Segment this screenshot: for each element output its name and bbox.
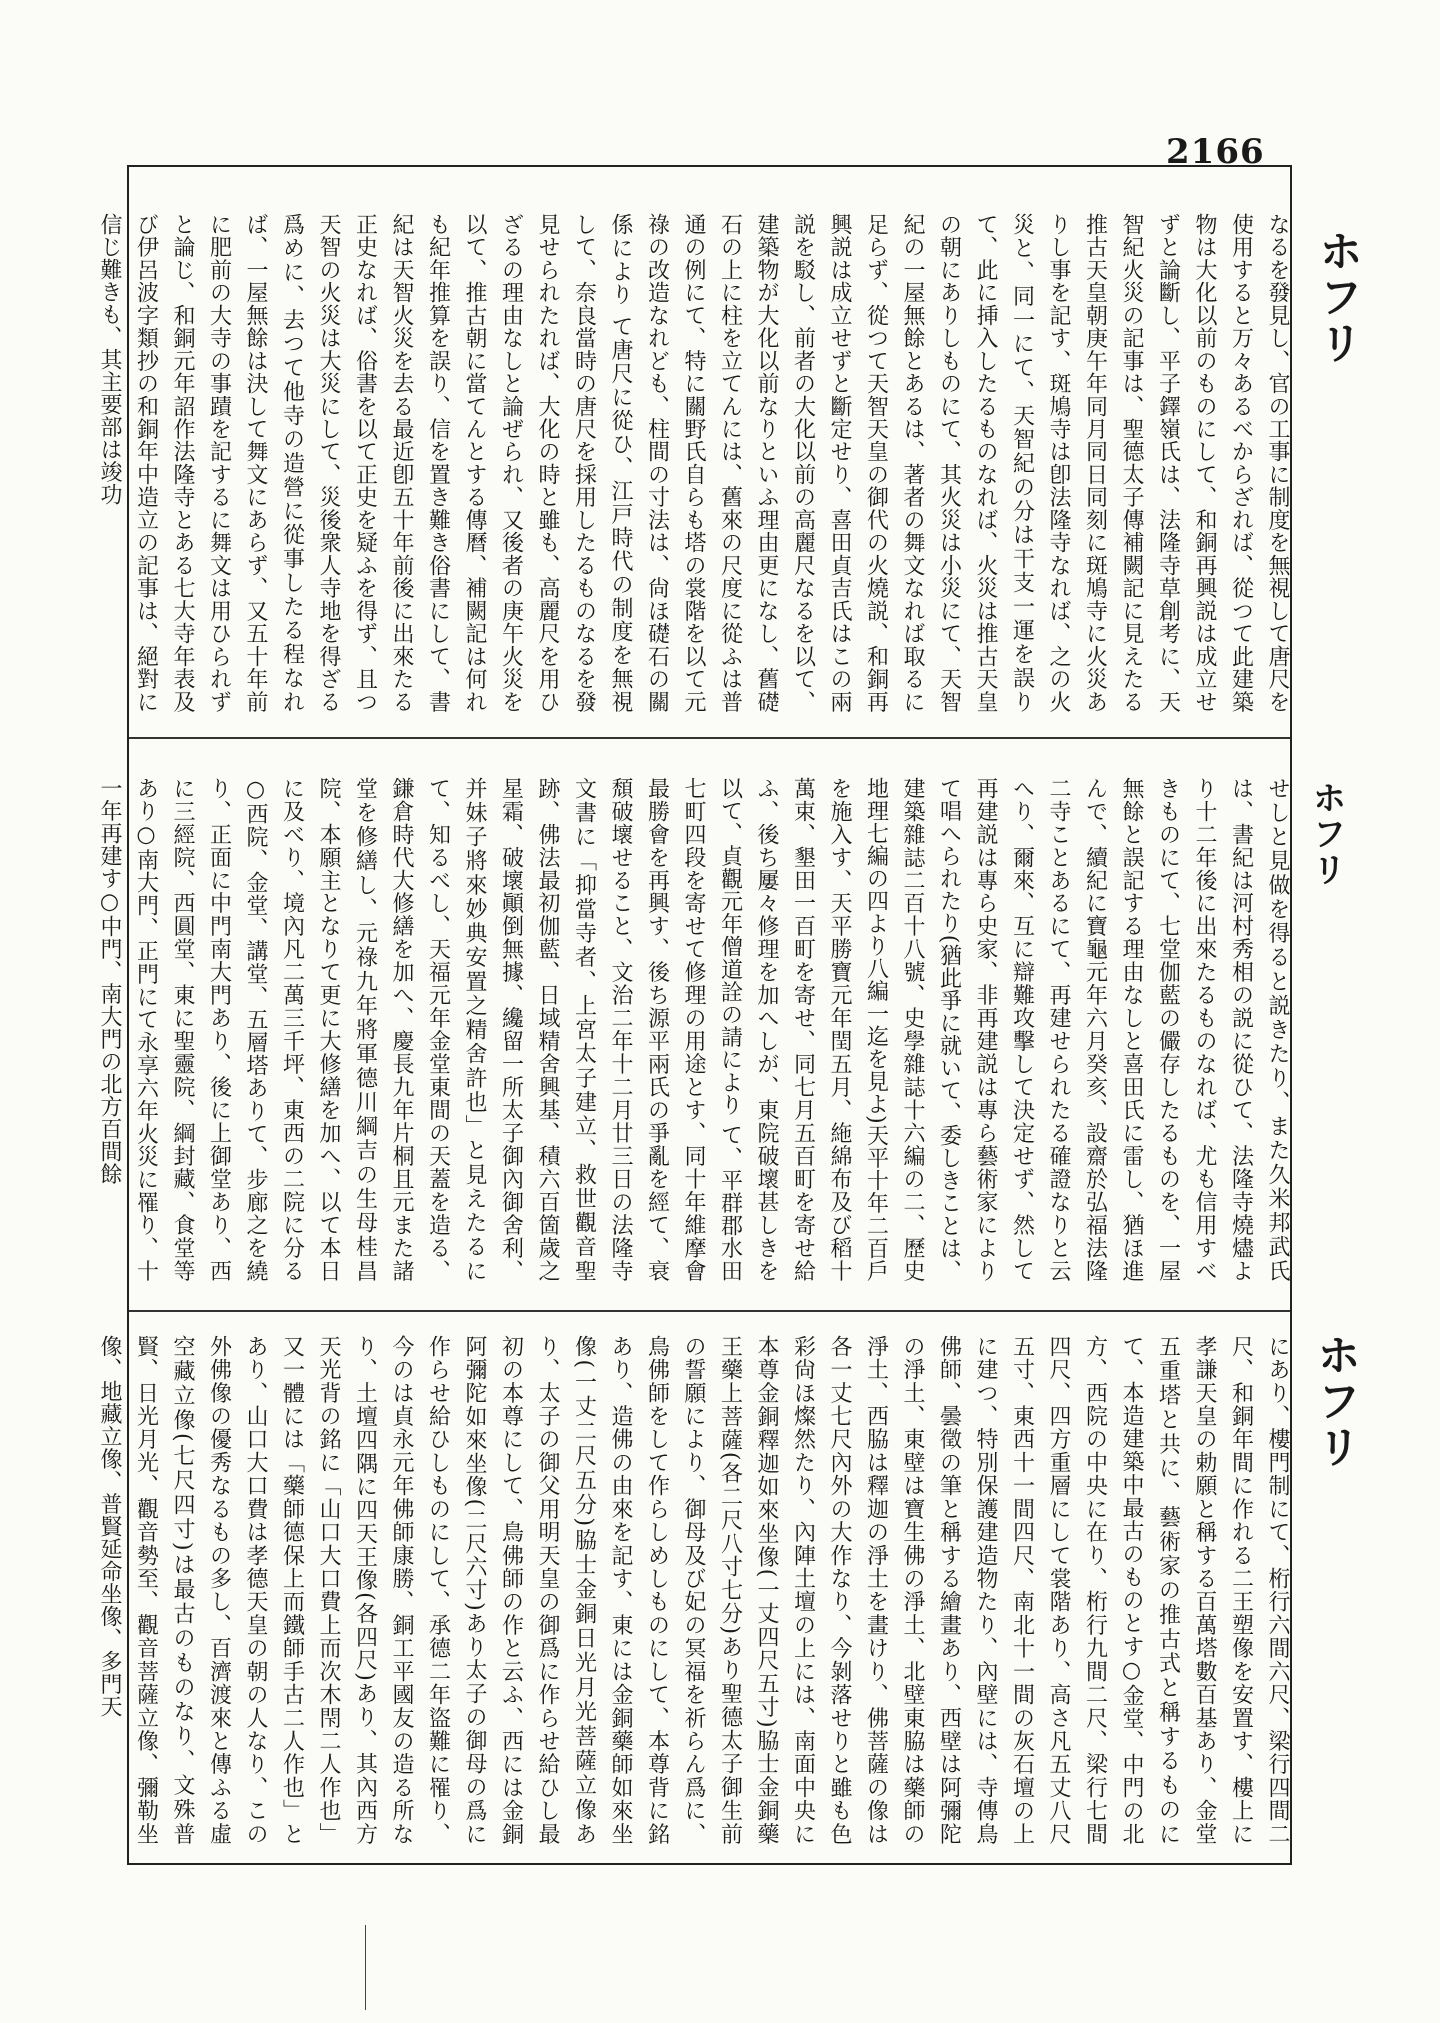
page-frame xyxy=(97,165,1292,1865)
section-divider xyxy=(129,1310,1290,1312)
section-2-body: せしと見做を得ると説きたり、また久米邦武氏は、書紀は河村秀相の説に從ひて、法隆寺燒燼より十二年後に出來たるものなれば、尤も信用すべきものにて、七堂伽藍の儼存したるものを、一屋無餘と誤記する理由なしと喜田氏に雷し、猶ほ進んで、續紀に寶龜元年六月癸亥、設齋於弘福法隆二寺ことあるにて、再建せられたる確證なりと云へり、爾來、互に辯難攻擊して決定せず、然して再建説は專ら史家、非再建説は專ら藝術家によりて唱へられたり(猶此爭に就いて、委しきことは、建築雜誌二百十八號、史學雜誌十六編の二、歷史地理七編の四より八編一迄を見よ)天平十年二百戶を施入す、天平勝寶元年閏五月、絁綿布及び稻十萬束、墾田一百町を寄せ、同七月五百町を寄せ給ふ、後ち屢々修理を加へしが、東院破壞甚しきを以て、貞觀元年僧道詮の請により て、平群郡水田七町四段を寄せて修理の用途とす、同十年維摩會最勝會を再興す、後ち源平兩氏の爭亂を經て、衰頹破壞せること、文治二年十二月廿三日の法隆寺文書に「抑當寺者、上宮太子建立、救世觀音聖跡、佛法最初伽藍、日域精舍興基、積六百箇歲之星霜、破壞顚倒無據、纔留一所太子御內御舍利、并妹子將來妙典安置之精舍許也」と見えたるにて、知るべし、天福元年金堂東間の天蓋を造る、鎌倉時代大修繕を加へ、慶長九年片桐且元また諸堂を修繕し、元祿九年將軍德川綱吉の生母桂昌院、本願主となりて更に大修繕を加へ、以て本日に及べり、境內凡二萬三千坪、東西の二院に分る○西院、金堂、講堂、五層塔ありて、步廊之を繞り、正面に中門南大門あり、後に上御堂あり、西に三經院、西圓堂、東に聖靈院、綱封藏、食堂等あり○南大門、正門にて永享六年火災に罹り、十一年再建す○中門、南大門の北方百間餘 xyxy=(97,777,1290,1283)
section-1-body: なるを發見し、官の工事に制度を無視して唐尺を使用すると万々あるべからざれば、從つて此建築物は大化以前のものにして、和銅再興説は成立せずと論斷し、平子鐸嶺氏は、法隆寺草創考に、天智紀火災の記事は、聖德太子傳補闕記に見えたる推古天皇朝庚午年同月同日同刻に斑鳩寺に火災ありし事を記す、斑鳩寺は卽法隆寺なれば、之の火災と、同一にて、天智紀の分は干支一運を誤りて、此に挿入したるものなれば、火災は推古天皇の朝にありしものにて、其火災は小災にて、天智紀の一屋無餘とあるは、著者の舞文なれば取るに足らず、從つて天智天皇の御代の火燒説、和銅再興説は成立せずと斷定せり、喜田貞吉氏はこの兩説を駁し、前者の大化以前の高麗尺なるを以て、建築物が大化以前なりといふ理由更になし、舊礎石の上に柱を立てんには、舊來の尺度に從ふは普通の例にて、特に關野氏自らも塔の裳階を以て元祿の改造なれども、柱間の寸法は、尙ほ礎石の關係により て唐尺に從ひ、江戸時代の制度を無視して、奈良當時の唐尺を採用したるものなるを發見せられたれば、大化の時と雖も、高麗尺を用ひざるの理由なしと論ぜられ、又後者の庚午火災を以て、推古朝に當てんとする傳曆、補闕記は何れも紀年推算を誤り、信を置き難き俗書にして、書紀は天智火災を去る最近卽五十年前後に出來たる正史なれば、俗書を以て正史を疑ふを得ず、且つ天智の火災は大災にして、災後衆人寺地を得ざる爲めに、去つて他寺の造營に從事したる程なれば、一屋無餘は決して舞文にあらず、又五十年前に肥前の大寺の事蹟を記するに舞文は用ひられずと論じ、和銅元年詔作法隆寺とある七大寺年表及び伊呂波字類抄の和銅年中造立の記事は、絕對に信じ難きも、其主要部は竣功 xyxy=(97,213,1290,714)
section-2-heading: ホフリ xyxy=(1306,780,1346,888)
footer-mark xyxy=(365,1925,366,2010)
text-section-3 xyxy=(97,1335,1295,1846)
section-1-heading: ホフリ xyxy=(1311,228,1362,366)
page-number: 2166 xyxy=(1166,132,1265,172)
section-3-body: にあり、樓門制にて、桁行六間六尺、梁行四間二尺、和銅年間に作れる二王塑像を安置す、樓上に孝謙天皇の勅願と稱する百萬塔數百基あり、金堂五重塔と共に、藝術家の推古式と稱するものにて、本造建築中最古のものとす○金堂、中門の北方、西院の中央に在り、桁行九間二尺、梁行七間四尺、四方重層にして裳階あり、高さ凡五丈八尺五寸、東西十一間四尺、南北十一間の灰石壇の上に建つ、特別保護建造物たり、內壁には、寺傳鳥佛師、曇徵の筆と稱する繪畫あり、西壁は阿彌陀の淨土、東壁は寶生佛の淨土、北壁東脇は藥師の淨土、西脇は釋迦の淨土を畫けり、佛菩薩の像は各一丈七尺內外の大作なり、今剝落せりと雖も色彩尙ほ燦然たり、內陣土壇の上には、南面中央に本尊金銅釋迦如來坐像(一丈四尺五寸)脇士金銅藥王藥上菩薩(各二尺八寸七分)あり聖德太子御生前の誓願により、御母及び妃の冥福を祈らん爲に、鳥佛師をして作らしめしものにして、本尊背に銘あり、造佛の由來を記す、東には金銅藥師如來坐像(一丈二尺五分)脇士金銅日光月光菩薩立像あり、太子の御父用明天皇の御爲に作らせ給ひし最初の本尊にして、鳥佛師の作と云ふ、西には金銅阿彌陀如來坐像(二尺六寸)あり太子の御母の爲に作らせ給ひしものにして、承德二年盜難に罹り、今のは貞永元年佛師康勝、銅工平國友の造る所なり、土壇四隅に四天王像(各四尺)あり、其內西方天光背の銘に「山口大口費上而次木閇二人作也」又一體には「藥師德保上而鐵師手古二人作也」とあり、山口大口費は孝德天皇の朝の人なり、この外佛像の優秀なるもの多し、百濟渡來と傳ふる虛空藏立像(七尺四寸)は最古のものなり、文殊普賢、日光月光、觀音勢至、觀音菩薩立像、彌勒坐像、地藏立像、普賢延命坐像、多門天 xyxy=(97,1335,1290,1846)
section-3-heading: ホフリ xyxy=(1309,1332,1360,1470)
text-section-2 xyxy=(97,777,1295,1283)
section-divider xyxy=(129,737,1290,739)
text-section-1 xyxy=(97,213,1295,714)
